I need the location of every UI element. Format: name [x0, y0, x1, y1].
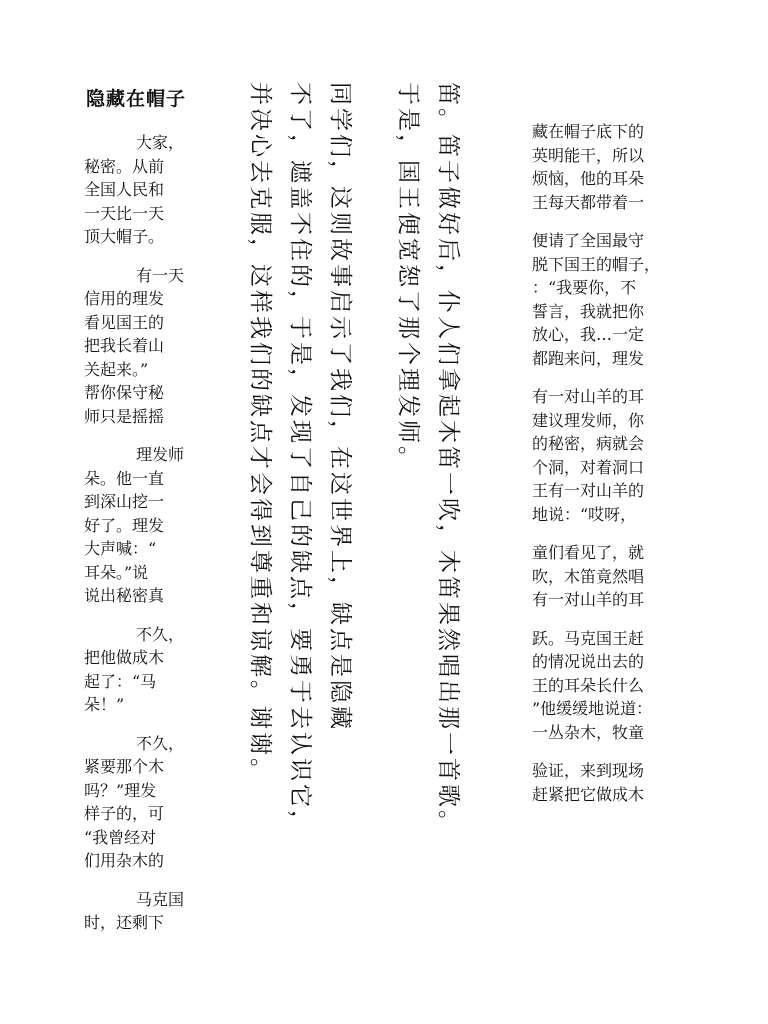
- text-line: 有一天: [136, 265, 185, 285]
- paragraph: [532, 541, 696, 612]
- text-line: 好了。理发: [84, 515, 165, 535]
- text-line: 放心，我…一定: [532, 325, 645, 344]
- text-line: 朵！”: [84, 695, 125, 714]
- text-line: 起了：“马: [84, 671, 157, 691]
- text-line: 个洞，对着洞口: [532, 457, 645, 477]
- text-line: 时，还剩下: [84, 913, 165, 932]
- left-text-column: [84, 84, 188, 964]
- text-line: 全国人民和: [84, 180, 165, 199]
- text-line: 不久，: [136, 733, 185, 753]
- text-line: 关起来。”: [84, 359, 149, 379]
- text-line: 理发师: [136, 445, 185, 464]
- text-line: 信用的理发: [84, 289, 165, 308]
- text-line: 吹，木笛竟然唱: [532, 566, 645, 586]
- text-line: 吗？”理发: [84, 780, 157, 800]
- text-line: 秘密。从前: [84, 156, 165, 176]
- text-line: 烦恼，他的耳朵: [532, 169, 645, 188]
- text-line: 王有一对山羊的: [532, 481, 645, 500]
- left-paragraphs: [84, 131, 188, 935]
- text-line: 朵。他一直: [84, 468, 165, 488]
- text-line: 一天比一天: [84, 203, 165, 223]
- text-line: 一丛杂木，牧童: [532, 722, 645, 742]
- right-text-column: [532, 120, 696, 960]
- right-paragraphs: [532, 120, 696, 806]
- text-line: 耳朵。”说: [84, 562, 149, 582]
- text-line: 赶紧把它做成木: [532, 784, 645, 804]
- rotated-text-block: [238, 82, 468, 982]
- paragraph: [84, 732, 188, 873]
- text-line: 顶大帽子。: [84, 227, 165, 246]
- text-line: 跃。马克国王赶: [532, 628, 645, 648]
- text-line: 们用杂木的: [84, 851, 165, 870]
- paragraph: [532, 229, 696, 370]
- text-line: 的情况说出去的: [532, 652, 645, 671]
- text-line: 便请了全国最守: [532, 231, 645, 250]
- text-line: 验证，来到现场: [532, 761, 645, 780]
- text-line: 大家，: [136, 133, 185, 152]
- text-line: 有一对山羊的耳: [532, 387, 645, 406]
- text-line: “我曾经对: [84, 827, 157, 847]
- text-line: 大声喊：“: [84, 539, 157, 558]
- text-line: 英明能干，所以: [532, 145, 645, 165]
- rotated-text-line: 同学们，这则故事启示了我们，在这世界上，缺点是隐藏: [327, 82, 353, 732]
- text-line: 马克国: [136, 889, 185, 909]
- paragraph: [532, 627, 696, 745]
- paragraph: [84, 264, 188, 429]
- text-line: 说出秘密真: [84, 586, 165, 605]
- document-title: 隐藏在帽子: [86, 88, 187, 110]
- paragraph: [532, 385, 696, 526]
- text-line: 都跑来问，理发: [532, 348, 645, 368]
- paragraph: [532, 120, 696, 214]
- text-line: 不久，: [136, 624, 185, 644]
- rotated-text-line: 于是，国王便宽恕了那个理发师。: [395, 82, 421, 472]
- text-line: 誓言，我就把你: [532, 301, 645, 321]
- text-line: 师只是摇摇: [84, 406, 165, 426]
- text-line: 把他做成木: [84, 648, 165, 667]
- text-line: 看见国王的: [84, 312, 165, 332]
- text-line: 紧要那个木: [84, 757, 165, 776]
- paragraph: [84, 443, 188, 608]
- text-line: 脱下国王的帽子，: [532, 254, 661, 274]
- rotated-text-line: 笛。笛子做好后，仆人们拿起木笛一吹，木笛果然唱出那一首歌。: [435, 82, 461, 836]
- text-line: 的秘密，病就会: [532, 434, 645, 453]
- paragraph-gap: [360, 82, 388, 982]
- text-line: 建议理发师，你: [532, 410, 645, 430]
- rotated-text-line: 不了，遮盖不住的，于是，发现了自己的缺点，要勇于去认识它，: [287, 82, 313, 836]
- text-line: 王每天都带着一: [532, 192, 645, 212]
- text-line: 把我长着山: [84, 336, 165, 355]
- paragraph: [84, 623, 188, 717]
- paragraph: [84, 888, 188, 935]
- text-line: 样子的，可: [84, 804, 165, 823]
- text-line: 到深山挖一: [84, 492, 165, 511]
- text-line: 王的耳朵长什么: [532, 675, 645, 695]
- rotated-text-line: 并决心去克服，这样我们的缺点才会得到尊重和谅解。谢谢。: [247, 82, 273, 784]
- text-line: ：“我要你，不: [532, 278, 637, 297]
- text-line: 帮你保守秘: [84, 383, 165, 402]
- text-line: 童们看见了，就: [532, 543, 645, 562]
- text-line: 藏在帽子底下的: [532, 122, 645, 141]
- paragraph: [84, 131, 188, 249]
- paragraph: [532, 759, 696, 806]
- text-line: 地说：“哎呀，: [532, 504, 637, 524]
- text-line: 有一对山羊的耳: [532, 590, 645, 609]
- text-line: ”他缓缓地说道：: [532, 699, 653, 718]
